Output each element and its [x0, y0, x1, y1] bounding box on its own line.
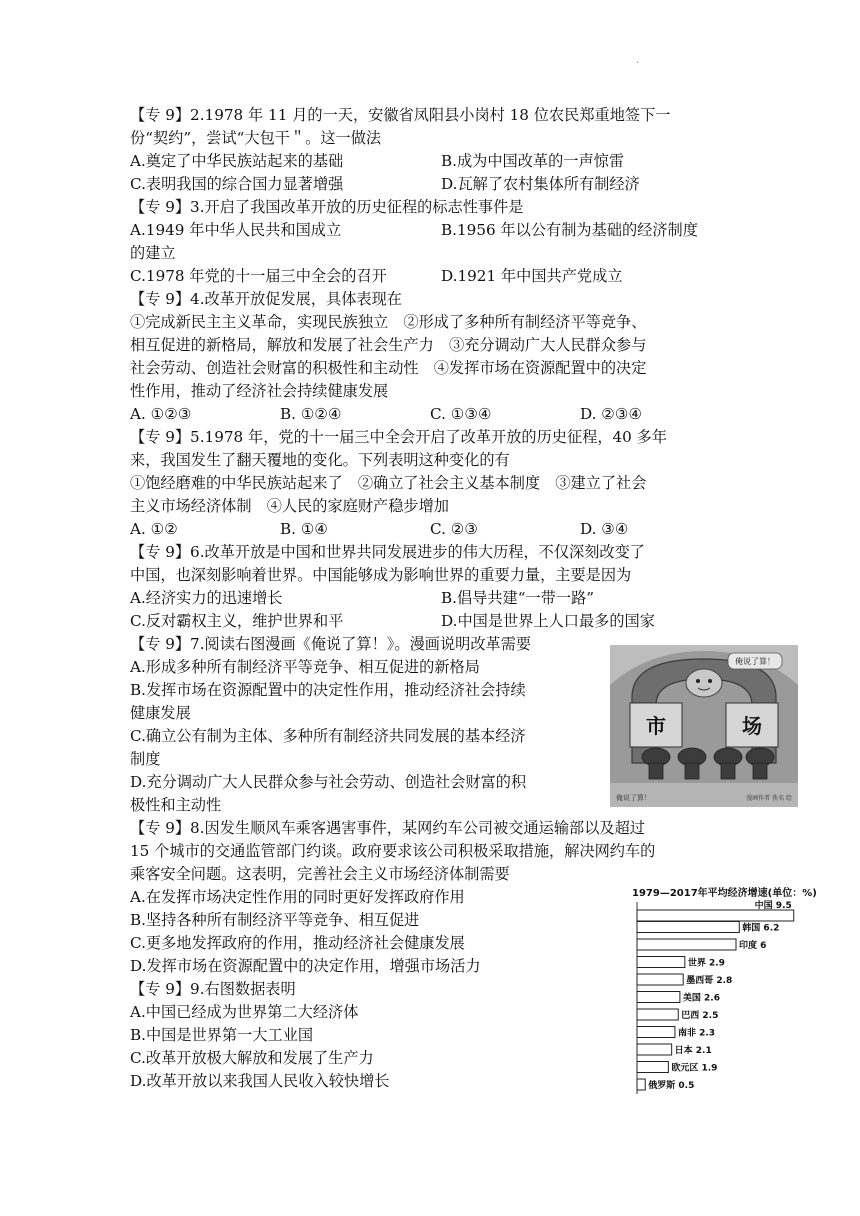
question-stem: 【专 9】9.右图数据表明	[130, 980, 296, 998]
choice-a: A. ①②	[130, 520, 178, 538]
option-c: C.更多地发挥政府的作用，推动经济社会健康发展	[130, 934, 465, 952]
question-statement: ①饱经磨难的中华民族站起来了 ②确立了社会主义基本制度 ③建立了社会	[130, 474, 647, 492]
choice-b: B. ①④	[280, 520, 329, 538]
option-b: B.坚持各种所有制经济平等竞争、相互促进	[130, 911, 420, 929]
option-b: B.1956 年以公有制为基础的经济制度	[441, 221, 698, 239]
option-d: D.发挥市场在资源配置中的决定作用，增强市场活力	[130, 957, 481, 975]
question-4	[130, 288, 730, 426]
choice-c: C. ①③④	[430, 405, 492, 423]
chart-plot	[624, 898, 814, 1094]
cartoon-caption-left: 俺说了算！	[616, 794, 651, 802]
option-d: D.改革开放以来我国人民收入较快增长	[130, 1072, 390, 1090]
option-row	[130, 173, 730, 196]
option-b: B.成为中国改革的一声惊雷	[441, 152, 625, 170]
question-stem: 15 个城市的交通监管部门约谈。政府要求该公司积极采取措施，解决网约车的	[130, 842, 656, 860]
market-sign-left: 市	[646, 714, 666, 738]
choice-d: D. ②③④	[580, 405, 643, 423]
speech-bubble-text: 俺说了算！	[735, 657, 775, 666]
option-b: B.中国是世界第一大工业国	[130, 1026, 314, 1044]
chart-title: 1979—2017年平均经济增速(单位：%)	[632, 888, 817, 899]
question-2	[130, 104, 730, 196]
option-c: C.反对霸权主义，维护世界和平	[130, 612, 344, 630]
option-d: D.瓦解了农村集体所有制经济	[441, 175, 640, 193]
question-statement: 相互促进的新格局，解放和发展了社会生产力 ③充分调动广大人民群众参与	[130, 336, 647, 354]
growth-chart	[624, 884, 817, 1094]
question-stem: 份“契约”，尝试“大包干＂。这一做法	[130, 129, 382, 147]
option-b: B.发挥市场在资源配置中的决定性作用，推动经济社会持续	[130, 681, 526, 699]
question-statement: 社会劳动、创造社会财富的积极性和主动性 ④发挥市场在资源配置中的决定	[130, 359, 647, 377]
question-stem: 【专 9】8.因发生顺风车乘客遇害事件，某网约车公司被交通运输部以及超过	[130, 819, 645, 837]
question-stem: 【专 9】3.开启了我国改革开放的历史征程的标志性事件是	[130, 198, 524, 216]
page-marker: ·	[636, 58, 640, 69]
chart-bar	[637, 957, 685, 968]
choice-row	[130, 403, 730, 426]
question-statement: 主义市场经济体制 ④人民的家庭财产稳步增加	[130, 497, 449, 515]
option-row	[130, 150, 730, 173]
chart-bar-label: 世界 2.9	[687, 958, 725, 969]
question-statement: ①完成新民主主义革命，实现民族独立 ②形成了多种所有制经济平等竞争、	[130, 313, 647, 331]
option-row	[130, 265, 730, 288]
option-d: D.充分调动广大人民群众参与社会劳动、创造社会财富的积	[130, 773, 527, 791]
option-a: A.中国已经成为世界第二大经济体	[130, 1003, 359, 1021]
option-row	[130, 219, 730, 242]
choice-a: A. ①②③	[130, 405, 192, 423]
chart-bar-label: 墨西哥 2.8	[686, 976, 733, 986]
option-d: D.中国是世界上人口最多的国家	[441, 612, 655, 630]
question-5	[130, 426, 730, 541]
question-stem: 来，我国发生了翻天覆地的变化。下列表明这种变化的有	[130, 451, 510, 469]
chart-bar-label: 美国 2.6	[682, 993, 720, 1004]
choice-row	[130, 518, 730, 541]
chart-bar	[637, 1009, 678, 1020]
cartoon-illustration	[610, 645, 798, 807]
option-b-continuation: 健康发展	[130, 704, 191, 722]
question-stem: 【专 9】4.改革开放促发展，具体表现在	[130, 290, 402, 308]
question-stem: 【专 9】2.1978 年 11 月的一天，安徽省凤阳县小岗村 18 位农民郑重地签下一	[130, 106, 671, 124]
choice-b: B. ①②④	[280, 405, 342, 423]
question-stem: 【专 9】6.改革开放是中国和世界共同发展进步的伟大历程，不仅深刻改变了	[130, 543, 645, 561]
option-row	[130, 587, 730, 610]
question-stem: 【专 9】7.阅读右图漫画《俺说了算！》。漫画说明改革需要	[130, 635, 532, 653]
option-a: A.1949 年中华人民共和国成立	[130, 221, 342, 239]
question-stem: 中国，也深刻影响着世界。中国能够成为影响世界的重要力量，主要是因为	[130, 566, 632, 584]
chart-bar-label: 俄罗斯 0.5	[648, 1081, 695, 1091]
chart-bar	[637, 1044, 672, 1055]
chart-bar	[637, 939, 736, 950]
option-c: C.确立公有制为主体、多种所有制经济共同发展的基本经济	[130, 727, 526, 745]
option-c: C.改革开放极大解放和发展了生产力	[130, 1049, 374, 1067]
chart-bar-label: 印度 6	[739, 941, 767, 951]
chart-bar	[637, 910, 794, 921]
option-d-continuation: 极性和主动性	[130, 796, 222, 814]
chart-bar	[637, 974, 683, 985]
option-a: A.经济实力的迅速增长	[130, 589, 283, 607]
chart-bar-label: 欧元区 1.9	[671, 1063, 718, 1074]
question-stem: 【专 9】5.1978 年，党的十一届三中全会开启了改革开放的历史征程，40 多年	[130, 428, 668, 446]
option-c-continuation: 制度	[130, 750, 161, 768]
chart-bar	[637, 1079, 645, 1090]
chart-bar-label: 韩国 6.2	[742, 923, 780, 934]
option-row	[130, 610, 730, 633]
chart-bar	[637, 992, 680, 1003]
chart-bar	[637, 922, 739, 933]
chart-bar	[637, 1027, 675, 1038]
option-a: A.在发挥市场决定性作用的同时更好发挥政府作用	[130, 888, 465, 906]
chart-bar-label: 南非 2.3	[677, 1028, 716, 1039]
option-a: A.形成多种所有制经济平等竞争、相互促进的新格局	[130, 658, 480, 676]
chart-bar-label: 巴西 2.5	[681, 1011, 719, 1021]
question-3	[130, 196, 730, 288]
cartoon-caption-right: 漫画作者 佚名 绘	[746, 795, 792, 802]
chart-bar-label: 日本 2.1	[674, 1046, 712, 1056]
question-stem: 乘客安全问题。这表明，完善社会主义市场经济体制需要	[130, 865, 510, 883]
option-c: C.表明我国的综合国力显著增强	[130, 175, 344, 193]
option-a: A.奠定了中华民族站起来的基础	[130, 152, 344, 170]
option-d: D.1921 年中国共产党成立	[441, 267, 623, 285]
cartoon-drawing	[610, 645, 798, 807]
option-b-continuation: 的建立	[130, 244, 176, 262]
choice-c: C. ②③	[430, 520, 478, 538]
market-sign-right: 场	[742, 714, 762, 738]
question-statement: 性作用，推动了经济社会持续健康发展	[130, 382, 389, 400]
choice-d: D. ③④	[580, 520, 629, 538]
option-b: B.倡导共建“一带一路”	[441, 589, 595, 607]
question-6	[130, 541, 730, 633]
chart-bar	[637, 1062, 668, 1073]
chart-bar-label: 中国 9.5	[754, 901, 792, 911]
option-c: C.1978 年党的十一届三中全会的召开	[130, 267, 387, 285]
